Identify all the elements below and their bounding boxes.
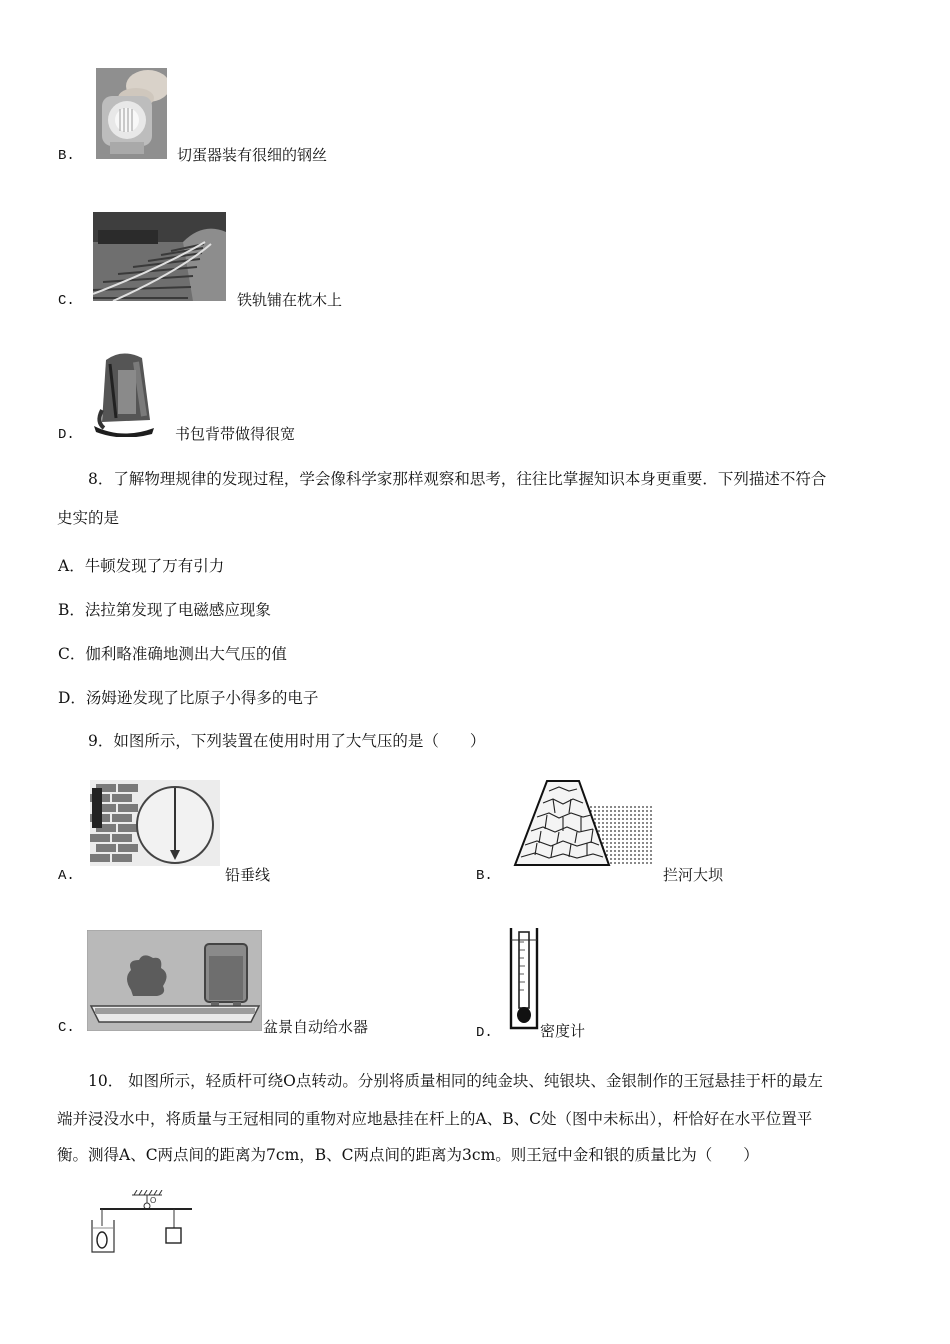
option-c-label: C.: [58, 293, 75, 309]
q10-stem-line2: 端并浸没水中，将质量与王冠相同的重物对应地悬挂在杆上的A、B、C处（图中未标出），杆恰好在水平位置平: [57, 1110, 813, 1128]
q9-option-b-text: 拦河大坝: [663, 866, 724, 884]
dam-image: [497, 777, 659, 867]
pivot-o-label: O: [150, 1196, 157, 1205]
option-b-text: 切蛋器装有很细的钢丝: [177, 146, 328, 164]
plumb-line-image: [90, 780, 220, 866]
q8-option-a: A．牛顿发现了万有引力: [58, 557, 225, 575]
option-d-text: 书包背带做得很宽: [175, 425, 296, 443]
q8-option-d: D．汤姆逊发现了比原子小得多的电子: [58, 689, 319, 707]
q9-option-b-label: B.: [476, 868, 493, 884]
option-d-label: D.: [58, 427, 75, 443]
q9-stem: 9．如图所示，下列装置在使用时用了大气压的是（ ）: [88, 732, 486, 750]
q10-stem-line1: 10． 如图所示，轻质杆可绕O点转动。分别将质量相同的纯金块、纯银块、金银制作的王冠悬挂于杆的最左: [88, 1072, 823, 1090]
egg-slicer-image: [96, 68, 167, 159]
q8-stem-line1: 8．了解物理规律的发现过程，学会像科学家那样观察和思考，往往比掌握知识本身更重要．下列描述不符合: [88, 470, 827, 488]
q9-option-a-label: A.: [58, 868, 75, 884]
q8-option-c: C．伽利略准确地测出大气压的值: [58, 645, 287, 663]
q8-stem-line2: 史实的是: [57, 509, 120, 527]
q9-option-d-label: D.: [476, 1025, 493, 1041]
q9-option-c-label: C.: [58, 1020, 75, 1036]
q9-option-c-text: 盆景自动给水器: [263, 1018, 369, 1036]
option-b-label: B.: [58, 148, 75, 164]
q9-option-a-text: 铅垂线: [225, 866, 271, 884]
option-c-text: 铁轨铺在枕木上: [237, 291, 343, 309]
hydrometer-image: [508, 926, 540, 1031]
q8-option-b: B．法拉第发现了电磁感应现象: [58, 601, 271, 619]
backpack-image: [92, 350, 157, 437]
lever-diagram: [86, 1190, 196, 1256]
q9-option-d-text: 密度计: [540, 1022, 586, 1040]
railway-track-image: [93, 212, 226, 301]
auto-waterer-image: [87, 930, 262, 1031]
q10-stem-line3: 衡。测得A、C两点间的距离为7cm，B、C两点间的距离为3cm。则王冠中金和银的质量比为（ ）: [57, 1146, 759, 1164]
